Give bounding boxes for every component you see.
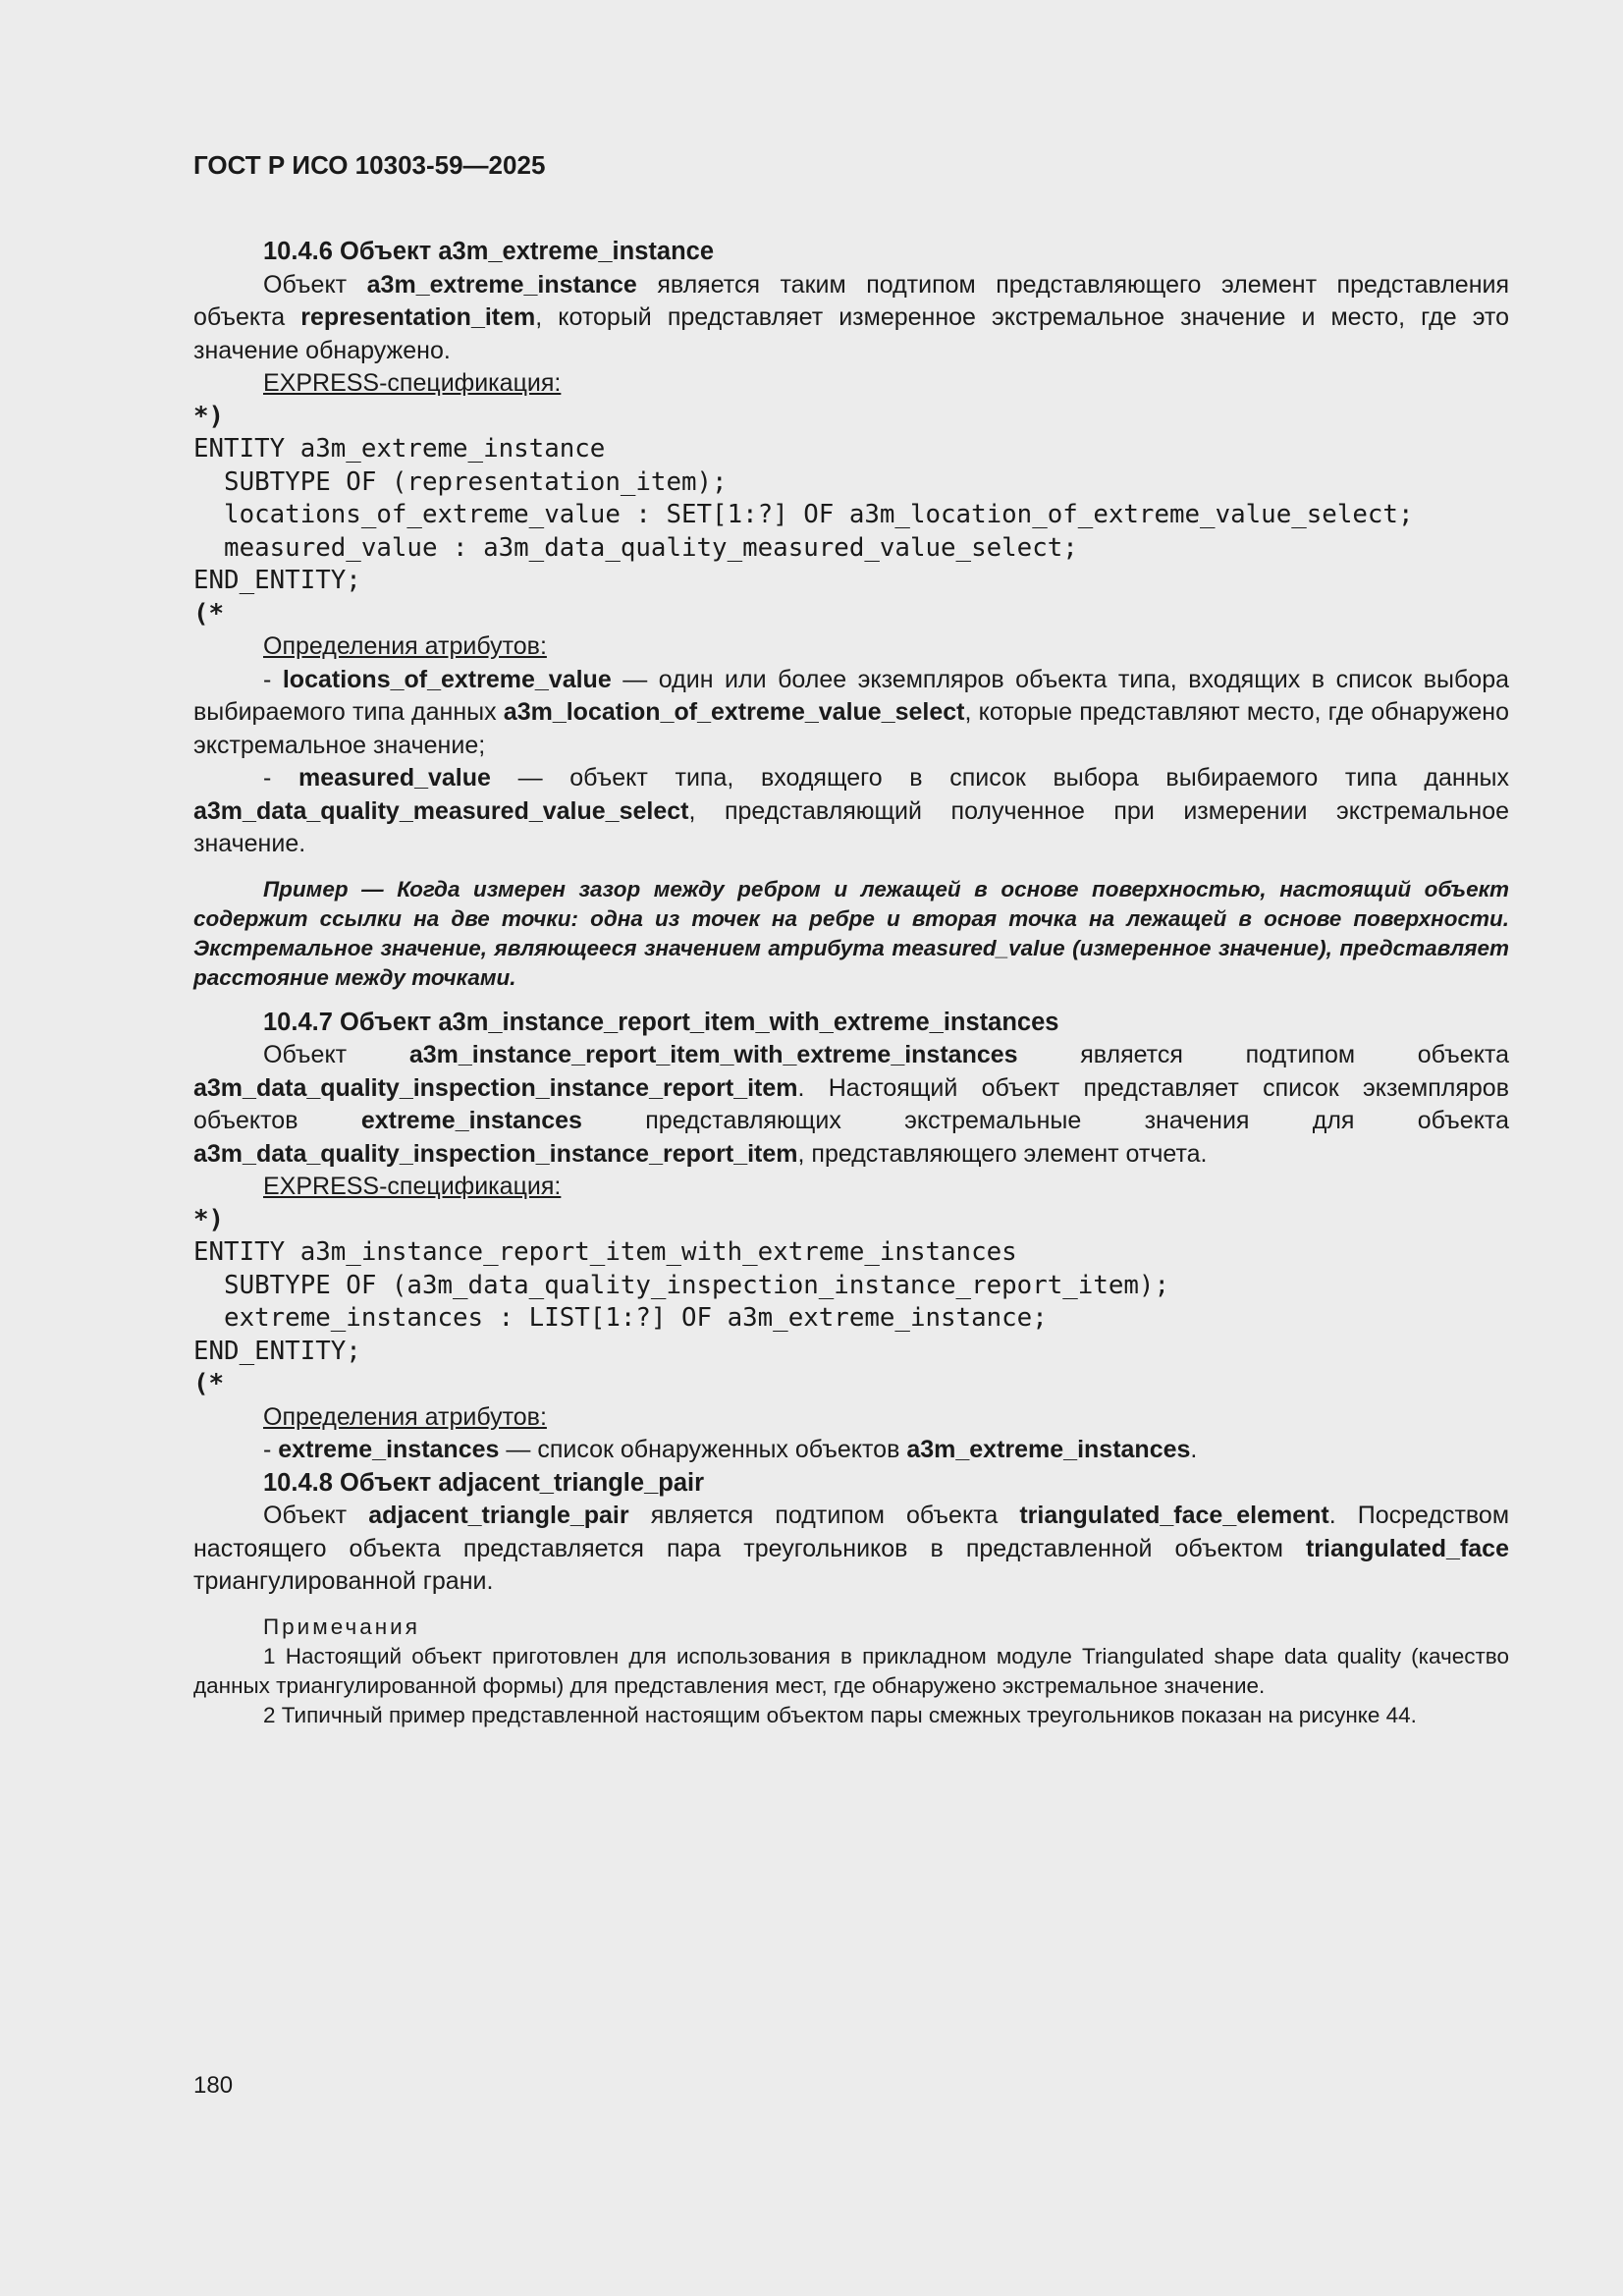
bold-term: a3m_data_quality_inspection_instance_report_item [193, 1139, 798, 1168]
attribute-definition [193, 762, 1509, 861]
bold-term: triangulated_face_element [1019, 1502, 1329, 1529]
text-run: является подтипом объекта [628, 1502, 1020, 1529]
section-intro-10-4-8 [193, 1500, 1509, 1599]
notes-title: Примечания [263, 1613, 420, 1639]
text-run: представляющих экстремальные значения для объекта [581, 1107, 1509, 1134]
code-line: locations_of_extreme_value : SET[1:?] OF a3m_location_of_extreme_value_select; [193, 500, 1414, 529]
attribute-definitions [193, 664, 1509, 861]
text-run: , представляющего элемент отчета. [797, 1139, 1208, 1168]
text-run: триангулированной грани. [193, 1567, 494, 1595]
bold-term: extreme_instances [278, 1436, 500, 1463]
code-line: extreme_instances : LIST[1:?] OF a3m_extreme_instance; [193, 1303, 1048, 1333]
bold-term: locations_of_extreme_value [282, 665, 612, 693]
bold-term: a3m_data_quality_inspection_instance_report_item [193, 1073, 798, 1102]
attribute-definition [193, 664, 1509, 763]
attribute-definitions [193, 1434, 1509, 1467]
code-close-marker: (* [193, 598, 225, 629]
code-line: ENTITY a3m_instance_report_item_with_extreme_instances [193, 1237, 1017, 1267]
note-2: 2 Типичный пример представленной настоящим объектом пары смежных треугольников показан на рисунке 44. [263, 1702, 1417, 1727]
standard-header: ГОСТ Р ИСО 10303-59—2025 [193, 150, 546, 180]
bold-term: a3m_extreme_instance [366, 270, 637, 299]
code-close-marker: (* [193, 1369, 225, 1398]
bold-term: triangulated_face [1305, 1534, 1509, 1562]
code-line: ENTITY a3m_extreme_instance [193, 434, 606, 464]
express-code-block [193, 1236, 1509, 1368]
text-run: Объект [263, 1502, 369, 1529]
express-code-block [193, 433, 1509, 598]
text-run: — объект типа, входящего в список выбора выбираемого типа данных [490, 764, 1509, 792]
example-note: Пример — Когда измерен зазор между ребром и лежащей в основе поверхностью, настоящий объект содержит ссылки на две точки: одна из точек на ребре и вторая точка на лежащей в основе поверхности. Экстремальное значение, являющееся значением атрибута measured_value (измеренное значение), представляет расстояние между точками. [193, 876, 1509, 990]
text-run: - [263, 764, 298, 792]
bold-term: a3m_location_of_extreme_value_select [503, 698, 965, 726]
express-label: EXPRESS-спецификация: [263, 1173, 562, 1200]
bold-term: a3m_extreme_instances [906, 1436, 1191, 1463]
code-line: END_ENTITY; [193, 1336, 361, 1366]
bold-term: extreme_instances [360, 1107, 582, 1134]
code-open-marker: *) [193, 1204, 225, 1234]
bold-term: a3m_instance_report_item_with_extreme_instances [408, 1041, 1018, 1068]
section-heading-10-4-8: 10.4.8 Объект adjacent_triangle_pair [263, 1468, 705, 1497]
text-run: является подтипом объекта [1017, 1041, 1509, 1068]
text-run: - [263, 1436, 279, 1463]
code-line: SUBTYPE OF (a3m_data_quality_inspection_instance_report_item); [193, 1270, 1169, 1300]
text-run: , которые представляют место, где обнаружено экстремальное значение; [193, 698, 1509, 759]
express-label: EXPRESS-спецификация: [263, 369, 562, 397]
text-run: является таким подтипом представляющего элемент представления объекта [193, 270, 1509, 331]
section-heading-10-4-7: 10.4.7 Объект a3m_instance_report_item_with_extreme_instances [263, 1008, 1059, 1036]
text-run: Объект [263, 270, 367, 299]
note-1: 1 Настоящий объект приготовлен для использования в прикладном модуле Triangulated shape data quality (качество данных триангулированной формы) для представления мест, где обнаружено экстремальное значение. [193, 1643, 1509, 1698]
text-run: . [1190, 1436, 1198, 1463]
section-intro-10-4-7 [193, 1039, 1509, 1171]
code-line: SUBTYPE OF (representation_item); [193, 466, 728, 497]
section-heading-10-4-6: 10.4.6 Объект a3m_extreme_instance [263, 238, 715, 265]
text-run: — список обнаруженных объектов [499, 1436, 907, 1463]
text-run: - [263, 665, 283, 693]
code-line: measured_value : a3m_data_quality_measured_value_select; [193, 532, 1078, 563]
text-run: , который представляет измеренное экстремальное значение и место, где это значение обнаружено. [193, 303, 1509, 364]
page-content [193, 147, 1509, 1730]
code-open-marker: *) [193, 401, 225, 431]
text-run: . Настоящий объект представляет список экземпляров объектов [193, 1073, 1509, 1134]
bold-term: adjacent_triangle_pair [368, 1502, 629, 1529]
page-number: 180 [193, 2072, 234, 2099]
text-run: Объект [263, 1041, 409, 1068]
bold-term: measured_value [298, 764, 491, 792]
attribute-definition [193, 1434, 1509, 1467]
text-run: . Посредством настоящего объекта представляется пара треугольников в представленной объектом [193, 1502, 1510, 1562]
attr-definitions-label: Определения атрибутов: [263, 632, 547, 660]
bold-term: a3m_data_quality_measured_value_select [193, 796, 689, 825]
section-intro-10-4-6 [193, 269, 1509, 368]
bold-term: representation_item [300, 303, 536, 331]
code-line: END_ENTITY; [193, 566, 361, 595]
text-run: , представляющий полученное при измерении экстремальное значение. [193, 796, 1509, 857]
text-run: — один или более экземпляров объекта типа, входящих в список выбора выбираемого типа данных [193, 665, 1509, 726]
attr-definitions-label: Определения атрибутов: [263, 1402, 547, 1431]
